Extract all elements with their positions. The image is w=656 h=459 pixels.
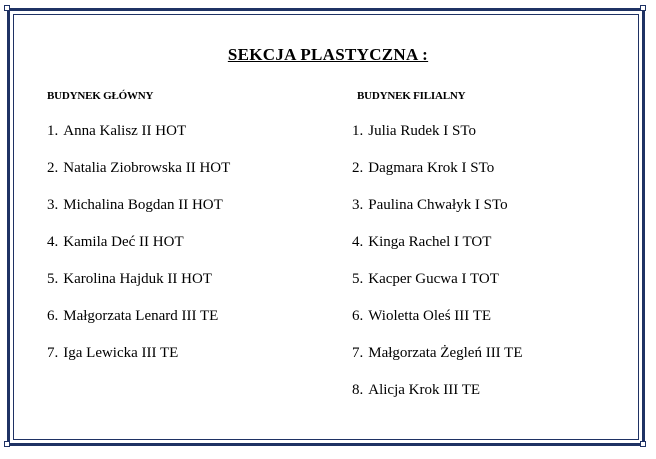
item-name: Julia Rudek I STo (368, 123, 476, 139)
item-number: 1. (47, 123, 59, 139)
list-item (352, 158, 522, 195)
left-column-heading: BUDYNEK GŁÓWNY (47, 90, 154, 102)
item-name: Wioletta Oleś III TE (368, 308, 492, 324)
item-name: Małgorzata Żegleń III TE (368, 345, 523, 361)
border-corner-top-left (4, 5, 10, 11)
list-item (352, 343, 522, 380)
item-name: Michalina Bogdan II HOT (63, 197, 223, 213)
item-name: Paulina Chwałyk I STo (368, 197, 508, 213)
item-number: 2. (352, 160, 364, 176)
item-name: Małgorzata Lenard III TE (63, 308, 219, 324)
item-name: Iga Lewicka III TE (63, 345, 179, 361)
item-number: 6. (352, 308, 364, 324)
list-item (352, 232, 522, 269)
item-number: 3. (47, 197, 59, 213)
list-item (47, 121, 230, 158)
item-name: Kinga Rachel I TOT (368, 234, 492, 250)
left-column-list (47, 121, 230, 380)
list-item (47, 306, 230, 343)
item-number: 1. (352, 123, 364, 139)
list-item (47, 343, 230, 380)
item-number: 5. (47, 271, 59, 287)
list-item (47, 232, 230, 269)
list-item (47, 158, 230, 195)
border-corner-top-right (640, 5, 646, 11)
page-title: SEKCJA PLASTYCZNA : (227, 45, 429, 64)
item-number: 8. (352, 382, 364, 398)
item-number: 5. (352, 271, 364, 287)
item-name: Kamila Deć II HOT (63, 234, 184, 250)
item-name: Dagmara Krok I STo (368, 160, 495, 176)
list-item (352, 269, 522, 306)
item-number: 6. (47, 308, 59, 324)
right-column-heading: BUDYNEK FILIALNY (357, 90, 466, 102)
item-name: Kacper Gucwa I TOT (368, 271, 499, 287)
border-corner-bottom-right (640, 441, 646, 447)
item-number: 4. (352, 234, 364, 250)
border-corner-bottom-left (4, 441, 10, 447)
list-item (352, 121, 522, 158)
item-name: Alicja Krok III TE (368, 382, 481, 398)
right-column-list (352, 121, 522, 417)
item-number: 2. (47, 160, 59, 176)
item-name: Natalia Ziobrowska II HOT (63, 160, 231, 176)
list-item (352, 306, 522, 343)
list-item (47, 269, 230, 306)
list-item (47, 195, 230, 232)
list-item (352, 195, 522, 232)
item-name: Karolina Hajduk II HOT (63, 271, 212, 287)
item-number: 4. (47, 234, 59, 250)
item-number: 3. (352, 197, 364, 213)
item-number: 7. (47, 345, 59, 361)
item-name: Anna Kalisz II HOT (63, 123, 187, 139)
list-item (352, 380, 522, 417)
item-number: 7. (352, 345, 364, 361)
